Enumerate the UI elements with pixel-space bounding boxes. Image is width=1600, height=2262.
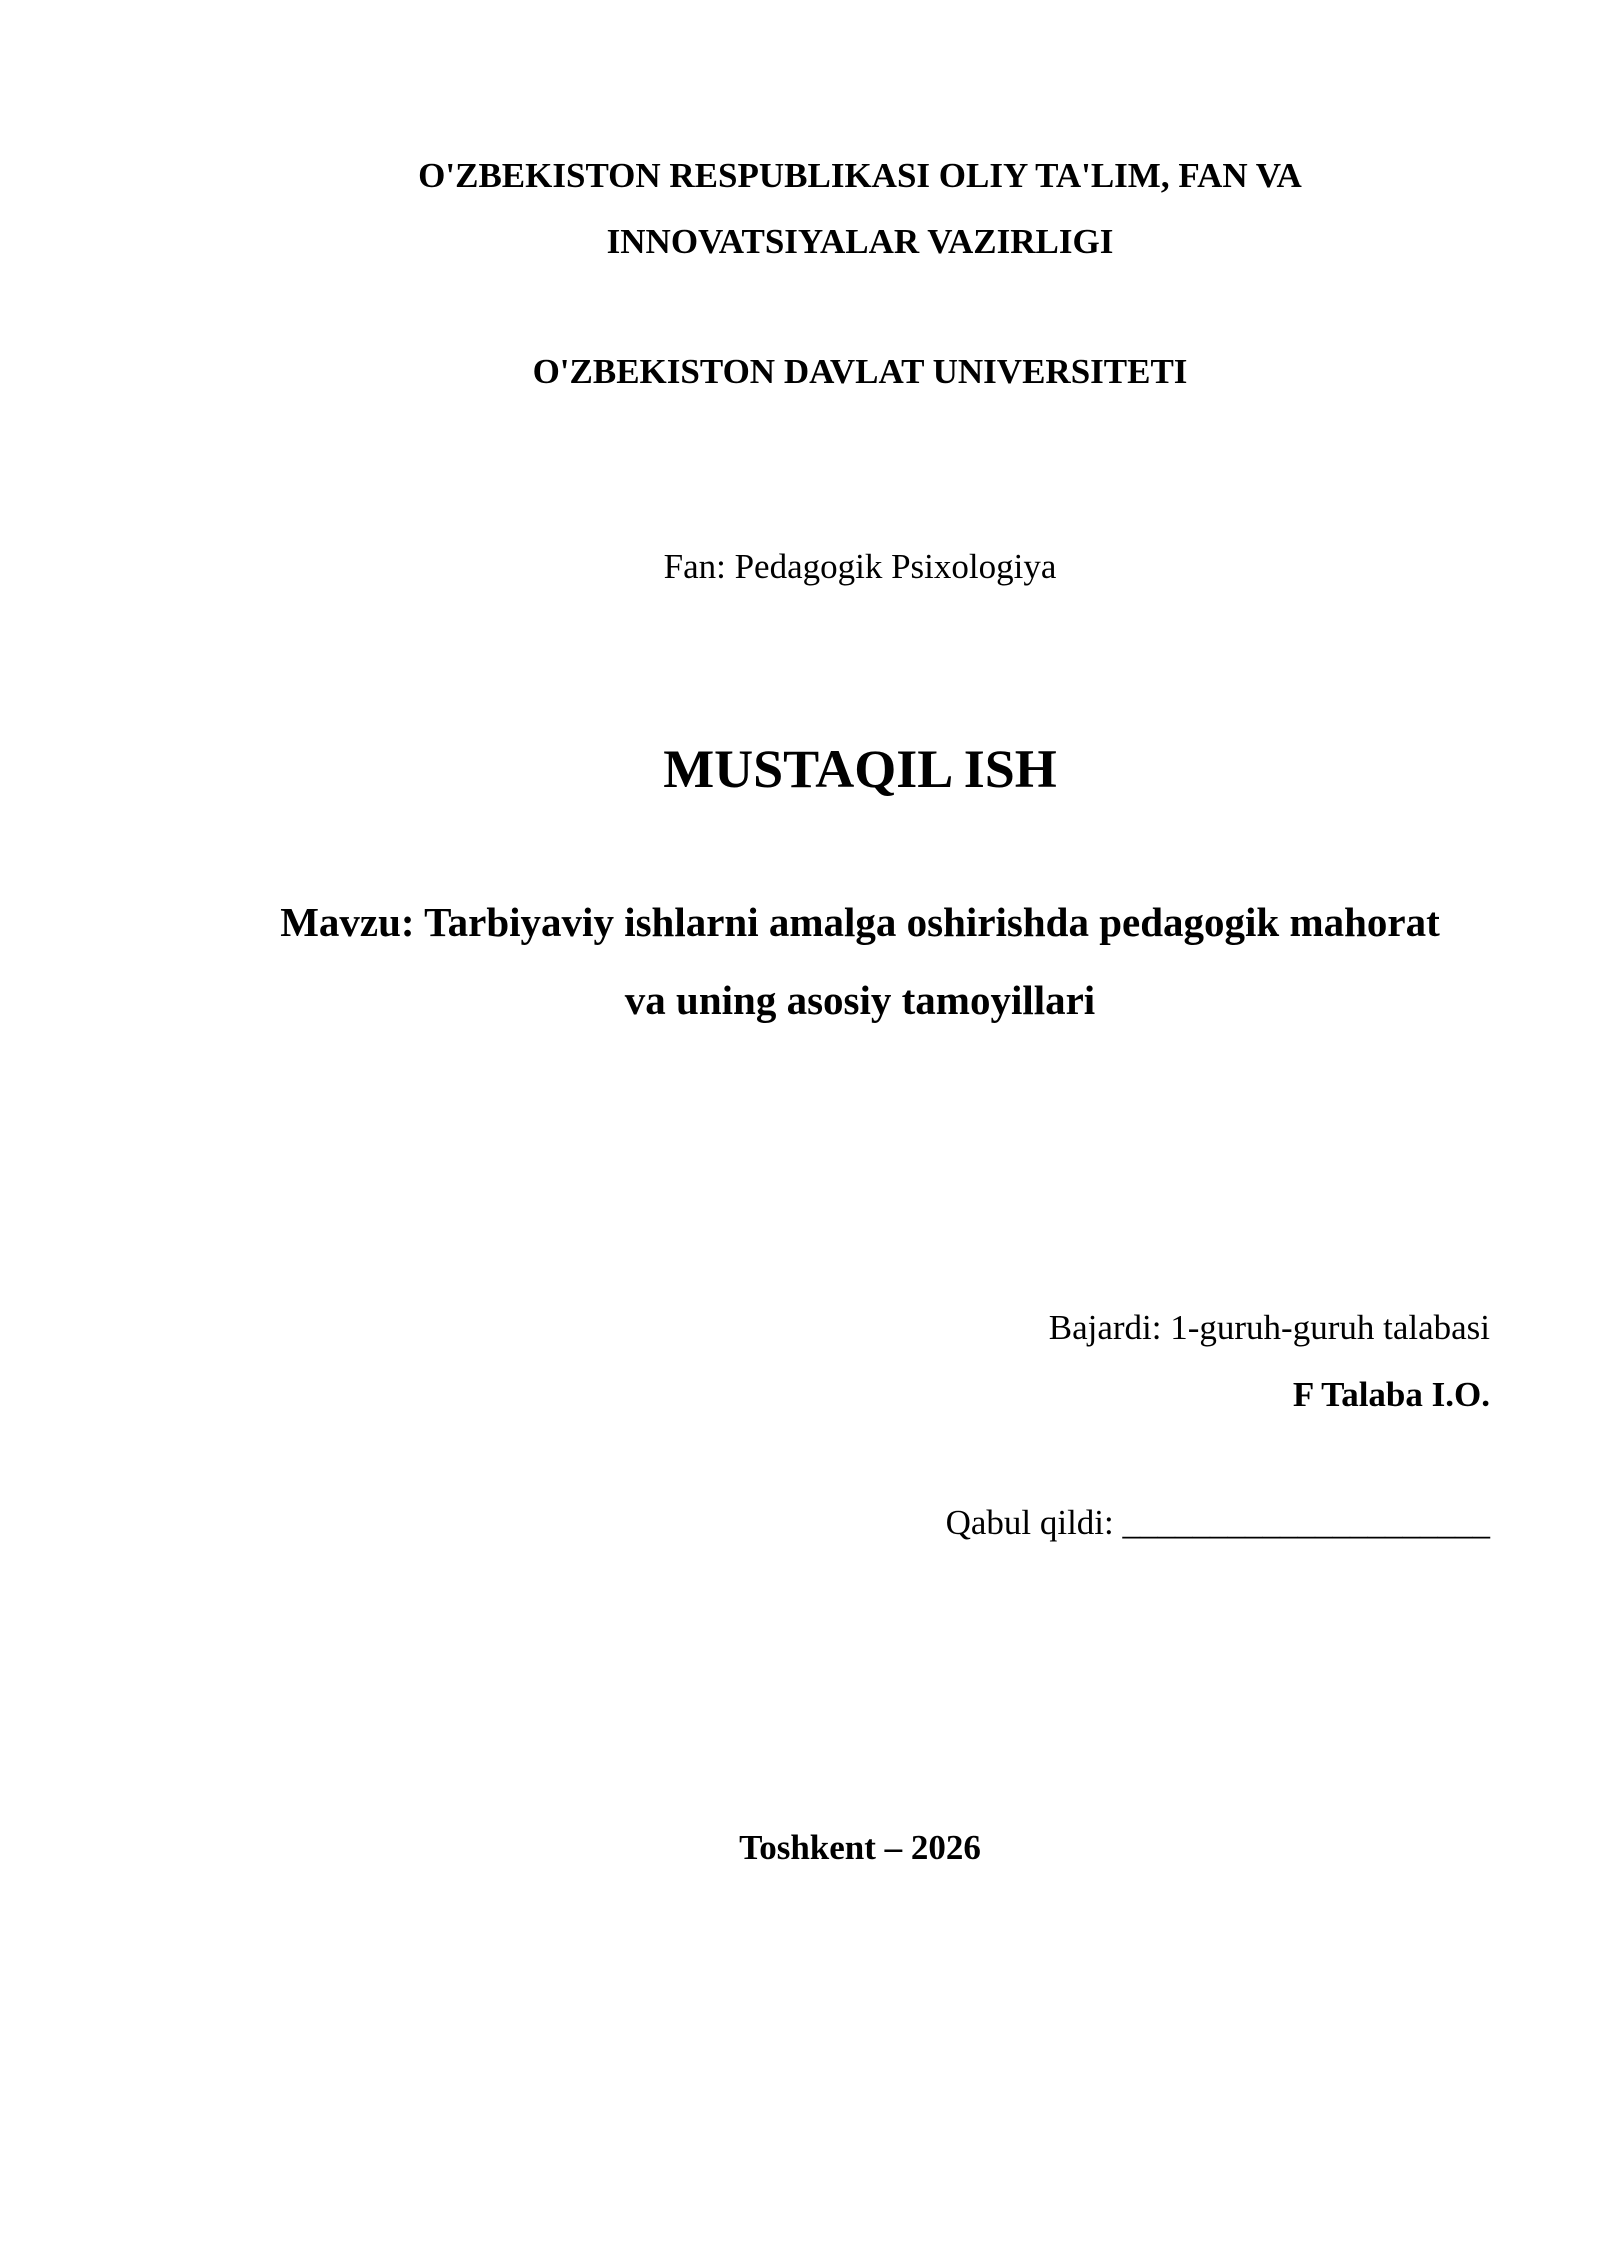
work-type-heading: MUSTAQIL ISH: [663, 739, 1057, 799]
university-name: O'ZBEKISTON DAVLAT UNIVERSITETI: [532, 352, 1188, 391]
topic-line-2: va uning asosiy tamoyillari: [624, 977, 1096, 1023]
student-name: F Talaba I.O.: [1292, 1375, 1490, 1414]
done-by-line: Bajardi: 1-guruh-guruh talabasi: [1048, 1308, 1490, 1347]
ministry-title-line-1: O'ZBEKISTON RESPUBLIKASI OLIY TA'LIM, FAN VA: [418, 156, 1302, 195]
subject-line: Fan: Pedagogik Psixologiya: [663, 547, 1057, 586]
accepted-by-line: Qabul qildi: _____________________: [945, 1503, 1490, 1542]
ministry-title-line-2: INNOVATSIYALAR VAZIRLIGI: [606, 222, 1114, 261]
city-year: Toshkent – 2026: [739, 1828, 981, 1867]
topic-line-1: Mavzu: Tarbiyaviy ishlarni amalga oshirishda pedagogik mahorat: [280, 899, 1440, 945]
